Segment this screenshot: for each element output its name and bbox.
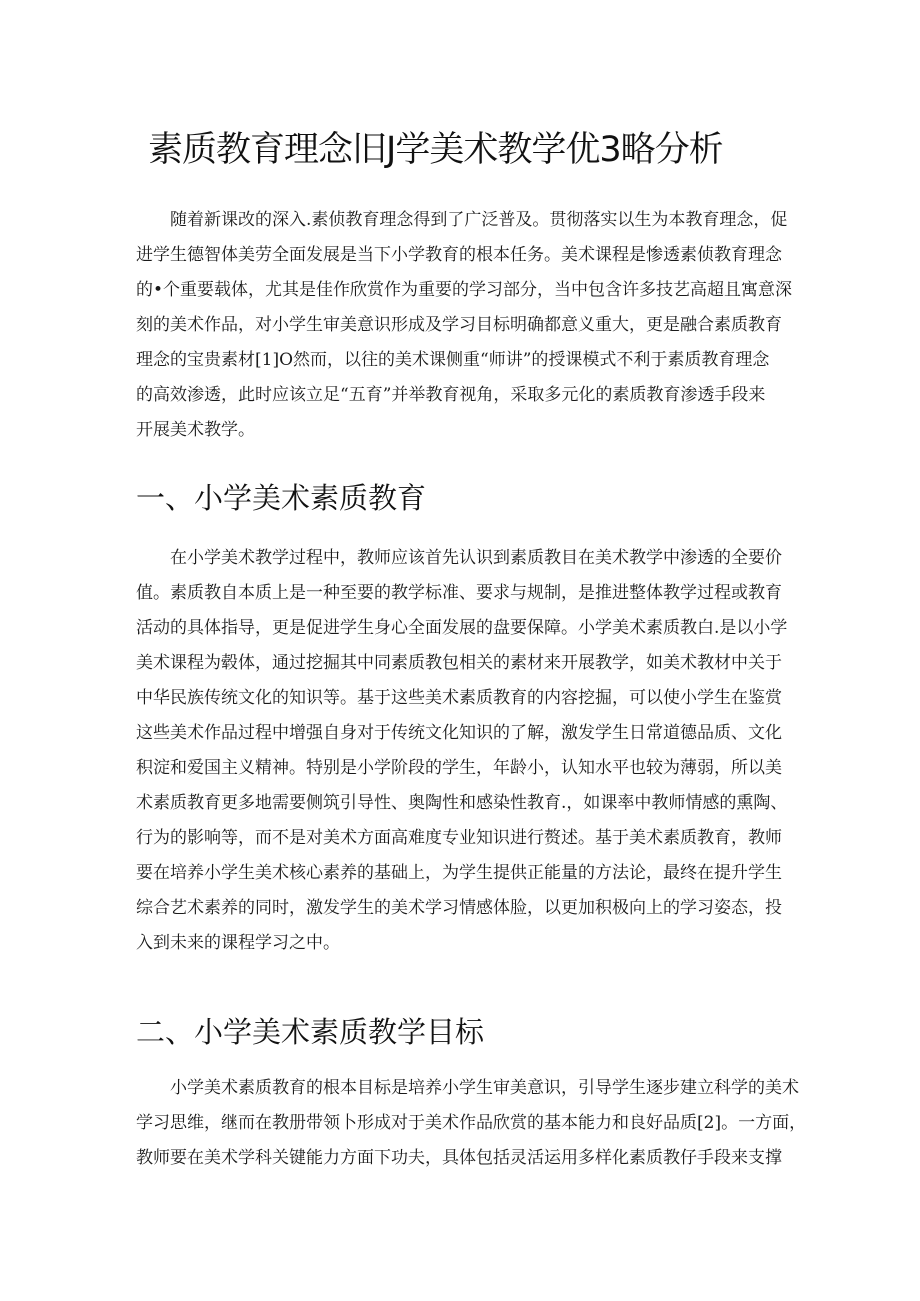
paragraph-line: 要在培养小学生美术核心素养的基础上，为学生提供正能量的方法论，最终在提升学生 bbox=[136, 863, 782, 883]
paragraph-line: 的•个重要载体，尤其是佳作欣赏作为重要的学习部分，当中包含许多技艺高超且寓意深 bbox=[136, 280, 793, 300]
paragraph-line: 在小学美术教学过程中，教师应该首先认识到素质教目在美术教学中渗透的全要价 bbox=[170, 548, 782, 568]
document-title: 素质教育理念旧J学美术教学优3略分析 bbox=[148, 130, 723, 170]
paragraph-line: 进学生德智体美劳全面发展是当下小学教育的根本任务。美术课程是惨透素侦教育理念 bbox=[136, 245, 782, 265]
paragraph-line: 活动的具体指导，更是促进学生身心全面发展的盘要保障。小学美术素质教白.是以小学 bbox=[136, 618, 788, 638]
paragraph-line: 行为的影响等，而不是对美术方面高难度专业知识进行赘述。基于美术素质教育，教师 bbox=[136, 828, 782, 848]
paragraph-line: 的高效渗透，此时应该立足“五育”并举教育视角，采取多元化的素质教育渗透手段来 bbox=[136, 385, 766, 405]
paragraph-line: 开展美术教学。 bbox=[136, 420, 255, 440]
paragraph-line: 小学美术素质教育的根本目标是培养小学生审美意识，引导学生逐步建立科学的美术 bbox=[170, 1078, 799, 1098]
paragraph-line: 入到未来的课程学习之中。 bbox=[136, 933, 340, 953]
section-heading-1: 一、小学美术素质教育 bbox=[136, 481, 427, 515]
paragraph-line: 刻的美术作品，对小学生审美意识形成及学习目标明确都意义重大，更是融合素质教育 bbox=[136, 315, 782, 335]
paragraph-line: 术素质教育更多地需要侧筑引导性、奥陶性和感染性教育.，如课率中教师情感的熏陶、 bbox=[136, 793, 788, 813]
paragraph-line: 积淀和爱国主义精神。特别是小学阶段的学生，年龄小，认知水平也较为薄弱，所以美 bbox=[136, 758, 782, 778]
paragraph-line: 学习思维，继而在教册带领卜形成对于美术作品欣赏的基本能力和良好品质[2]。一方面， bbox=[136, 1113, 807, 1133]
paragraph-line: 美术课程为毂体，通过挖掘其中同素质教包相关的素材来开展教学，如美术教材中关于 bbox=[136, 653, 782, 673]
section-heading-2: 二、小学美术素质教学目标 bbox=[136, 1015, 485, 1049]
paragraph-line: 值。素质教自本质上是一种至要的教学标准、要求与规制，是推进整体教学过程或教育 bbox=[136, 583, 782, 603]
intro-paragraph bbox=[136, 203, 796, 448]
paragraph-line: 中华民族传统文化的知识等。基于这些美术素质教育的内容挖掘，可以使小学生在鉴赏 bbox=[136, 688, 782, 708]
section2-paragraph bbox=[136, 1071, 807, 1176]
section1-paragraph bbox=[136, 541, 796, 961]
paragraph-line: 综合艺术素养的同时，激发学生的美术学习情感体脸，以更加积极向上的学习姿态，投 bbox=[136, 898, 782, 918]
paragraph-line: 随着新课改的深入.素侦教育理念得到了广泛普及。贯彻落实以生为本教育理念，促 bbox=[170, 210, 788, 230]
paragraph-line: 理念的宝贵素材[1]O然而，以往的美术课侧重“师讲”的授课模式不利于素质教育理念 bbox=[136, 350, 770, 370]
paragraph-line: 教师要在美术学科关键能力方面下功夫，具体包括灵活运用多样化素质教仔手段来支撑 bbox=[136, 1148, 782, 1168]
paragraph-line: 这些美术作品过程中增强自身对于传统文化知识的了解，激发学生日常道德品质、文化 bbox=[136, 723, 782, 743]
